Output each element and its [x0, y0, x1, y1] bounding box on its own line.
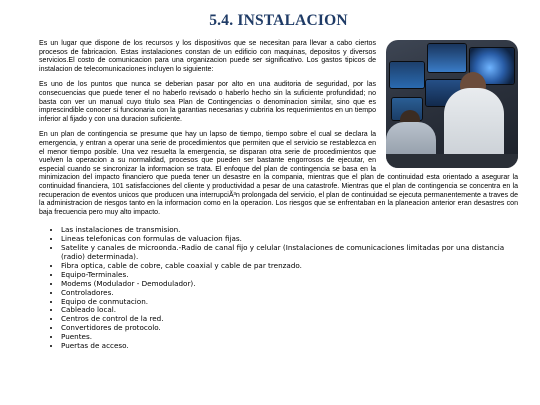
people-working-at-monitors-photo — [386, 40, 518, 168]
intro-paragraph: Es un lugar que dispone de los recursos y los dispositivos que se necesitan para llevar a cabo ciertos procesos de fabricacion. Estas instalaciones constan de un edificio con maquinas, depositos y diversos servicios.El costo de comunicacion para una organizacion puede ser significativo. Los gastos tipicos de instalacion de telecomunicaciones incluyen lo siguiente: — [39, 40, 376, 73]
list-item: • Puentes. — [61, 333, 518, 342]
list-item: • Puertas de acceso. — [61, 342, 518, 351]
list-item: • Controladores. — [61, 289, 518, 298]
list-item: • Cableado local. — [61, 306, 518, 315]
list-item: • Equipo-Terminales. — [61, 271, 518, 280]
list-item: • Convertidores de protocolo. — [61, 324, 518, 333]
installation-costs-list — [39, 226, 518, 351]
monitor-screen — [390, 62, 424, 88]
list-item: • Satelite y canales de microonda.-Radio de canal fijo y celular (Instalaciones de comunicaciones limitadas por una distancia (radio) determinada). — [61, 244, 518, 262]
contingency-paragraph: En un plan de contingencia se presume que hay un lapso de tiempo, tiempo sobre el cual se declara la emergencia, y entran a operar una serie de procedimientos que permiten que el servicio se restablezca en el menor tiempo posible. Una vez resuelta la emergencia, se disparan otra serie de procedimientos que vuelven la operacion a su normalidad, procesos que pueden ser bastante engorrosos de ejecutar, en especial cuando se sincronizar la informacion se trata. El enfoque del plan de contingencia se basa en la minimizacion del impacto financiero que pueda tener un desastre en la compania, mientras que el plan de continuidad esta orientado a asegurar la continuidad financiera, 101 satisfacciones del cliente y productividad a pesar de una catastrofe. Mientras que el plan de contingencia se concentra en la recuperacion de eventos unicos que producen una interrupciÃ³n prolongada del servicio, el plan de continuidad se ejecuta permanentemente a traves de la administracion de riesgos tanto en la informacion como en la operacion. Los riesgos que se enfrentaban en la planeacion anterior eran desastres con baja frecuencia pero muy alto impacto. — [39, 131, 518, 216]
list-item: • Modems (Modulador - Demodulador). — [61, 280, 518, 289]
desk — [386, 154, 518, 168]
list-item: • Lineas telefonicas con formulas de valuacion fijas. — [61, 235, 518, 244]
list-item: • Centros de control de la red. — [61, 315, 518, 324]
monitor-screen — [428, 44, 466, 72]
audit-paragraph: Es uno de los puntos que nunca se deberian pasar por alto en una auditoria de seguridad, por las consecuencias que puede tener el no haberlo revisado o haberlo hecho sin la suficiente profundidad; no basta con ver un manual cuyo titulo sea Plan de Contingencias o denominacion similar, sino que es imprescindible conocer si funcionaria con la garantias necesarias y cubriria los requerimientos en un tiempo inferior al fijado y con una duracion suficiente. — [39, 81, 376, 123]
list-item: • Las instalaciones de transmision. — [61, 226, 518, 235]
page-title: 5.4. INSTALACION — [209, 12, 348, 29]
list-item: • Equipo de conmutacion. — [61, 298, 518, 307]
list-item: • Fibra optica, cable de cobre, cable coaxial y cable de par trenzado. — [61, 262, 518, 271]
